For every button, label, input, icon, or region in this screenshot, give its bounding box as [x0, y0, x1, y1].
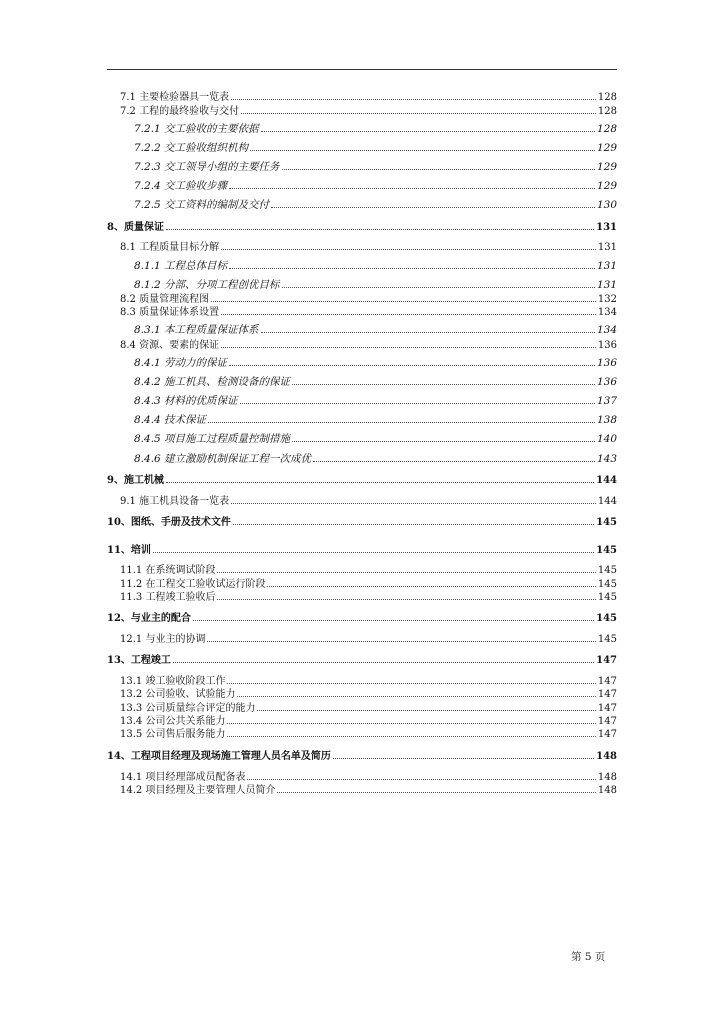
toc-page: 128: [596, 123, 617, 135]
toc-page: 128: [597, 92, 617, 103]
toc-entry[interactable]: [120, 240, 617, 254]
toc-page: 136: [597, 340, 617, 351]
toc-leader: [250, 141, 595, 151]
toc-leader: [237, 687, 595, 697]
toc-label: 12、与业主的配合: [107, 613, 191, 624]
toc-page: 138: [596, 414, 617, 426]
toc-entry-chapter[interactable]: [107, 543, 617, 557]
toc-page: 131: [596, 260, 617, 272]
toc-leader: [229, 259, 595, 269]
toc-label: 8.4.4 技术保证: [134, 414, 207, 426]
toc-page: 147: [596, 655, 617, 666]
toc-entry-chapter[interactable]: [107, 473, 617, 487]
toc-label: 8.1.2 分部、分项工程创优目标: [134, 279, 280, 291]
toc-leader: [211, 292, 596, 302]
toc-leader: [261, 122, 595, 132]
toc-leader: [257, 701, 595, 711]
toc-page: 148: [596, 751, 617, 762]
toc-leader: [247, 770, 595, 780]
toc-page: 145: [596, 517, 617, 528]
toc-entry[interactable]: [134, 452, 617, 466]
toc-entry[interactable]: [120, 783, 617, 797]
toc-label: 11.3 工程竣工验收后: [120, 592, 216, 603]
toc-page: 148: [597, 785, 617, 796]
toc-entry-chapter[interactable]: [107, 611, 617, 625]
toc-label: 9、施工机械: [107, 475, 164, 486]
toc-page: 144: [597, 496, 617, 507]
toc-page: 147: [597, 716, 617, 727]
toc-page: 137: [596, 395, 617, 407]
toc-leader: [231, 494, 596, 504]
toc-entry[interactable]: [134, 198, 617, 212]
toc-entry[interactable]: [120, 305, 617, 319]
toc-entry[interactable]: [134, 394, 617, 408]
toc-leader: [221, 338, 596, 348]
toc-label: 7.2.1 交工验收的主要依据: [134, 123, 259, 135]
toc-leader: [173, 653, 594, 663]
toc-leader: [261, 323, 595, 333]
toc-label: 13.1 竣工验收阶段工作: [120, 676, 226, 687]
page-number: 第 5 页: [571, 951, 606, 963]
toc-entry[interactable]: [134, 259, 617, 273]
toc-entry[interactable]: [120, 632, 617, 646]
toc-entry[interactable]: [120, 494, 617, 508]
toc-page: 132: [597, 294, 617, 305]
toc-page: 128: [597, 106, 617, 117]
toc-label: 13.4 公司公共关系能力: [120, 716, 226, 727]
toc-entry[interactable]: [134, 375, 617, 389]
toc-label: 8.1 工程质量目标分解: [120, 242, 220, 253]
toc-label: 8.4.6 建立激励机制保证工程一次成优: [134, 453, 312, 465]
toc-page: 143: [596, 453, 617, 465]
toc-leader: [267, 577, 595, 587]
toc-page: 136: [596, 357, 617, 369]
toc-leader: [227, 714, 595, 724]
toc-label: 8.4.3 材料的优质保证: [134, 395, 238, 407]
toc-page: 131: [596, 222, 617, 233]
toc-entry[interactable]: [120, 770, 617, 784]
toc-page: 147: [597, 703, 617, 714]
toc-entry[interactable]: [120, 714, 617, 728]
toc-label: 11、培训: [107, 545, 151, 556]
toc-page: 129: [596, 180, 617, 192]
toc-leader: [217, 563, 595, 573]
toc-leader: [313, 452, 595, 462]
toc-label: 14.2 项目经理及主要管理人员简介: [120, 785, 276, 796]
toc-page: 134: [597, 307, 617, 318]
toc-entry[interactable]: [134, 432, 617, 446]
toc-label: 7.2.4 交工验收步骤: [134, 180, 228, 192]
toc-leader: [233, 515, 594, 525]
toc-entry-chapter[interactable]: [107, 515, 617, 529]
toc-entry[interactable]: [120, 577, 617, 591]
toc-label: 8.4.5 项目施工过程质量控制措施: [134, 433, 291, 445]
toc-entry[interactable]: [120, 338, 617, 352]
toc-leader: [208, 413, 595, 423]
toc-label: 7.2.2 交工验收组织机构: [134, 142, 249, 154]
toc-label: 13、工程竣工: [107, 655, 171, 666]
toc-label: 8.3 质量保证体系设置: [120, 307, 220, 318]
toc-label: 8.3.1 本工程质量保证体系: [134, 324, 259, 336]
toc-label: 12.1 与业主的协调: [120, 634, 206, 645]
toc-entry[interactable]: [120, 90, 617, 104]
toc-page: 147: [597, 689, 617, 700]
toc-leader: [221, 305, 596, 315]
toc-leader: [207, 632, 595, 642]
toc-leader: [282, 278, 595, 288]
toc-entry[interactable]: [134, 323, 617, 337]
toc-leader: [217, 590, 595, 600]
toc-page: 144: [596, 475, 617, 486]
toc-label: 13.2 公司验收、试验能力: [120, 689, 236, 700]
toc-label: 8.4.1 劳动力的保证: [134, 357, 228, 369]
toc-label: 11.1 在系统调试阶段: [120, 565, 216, 576]
toc-entry[interactable]: [134, 122, 617, 136]
toc-entry[interactable]: [134, 356, 617, 370]
toc-page: 140: [596, 433, 617, 445]
toc-page: 130: [596, 199, 617, 211]
toc-label: 10、图纸、手册及技术文件: [107, 517, 231, 528]
toc-label: 8.1.1 工程总体目标: [134, 260, 228, 272]
toc-entry[interactable]: [134, 413, 617, 427]
toc-page: 148: [597, 772, 617, 783]
toc-leader: [240, 394, 595, 404]
toc-leader: [166, 220, 594, 230]
toc-entry[interactable]: [120, 727, 617, 741]
toc-entry-chapter[interactable]: [107, 220, 617, 234]
toc-label: 7.2.5 交工资料的编制及交付: [134, 199, 270, 211]
toc-entry[interactable]: [120, 563, 617, 577]
toc-leader: [292, 432, 595, 442]
toc-label: 13.5 公司售后服务能力: [120, 729, 226, 740]
toc-label: 9.1 施工机具设备一览表: [120, 496, 230, 507]
toc-page: 134: [596, 324, 617, 336]
toc-page: 145: [596, 545, 617, 556]
toc-page: 136: [596, 376, 617, 388]
toc-label: 14、工程项目经理及现场施工管理人员名单及简历: [107, 751, 331, 762]
toc-leader: [227, 674, 595, 684]
toc-label: 8、质量保证: [107, 222, 164, 233]
toc-leader: [229, 179, 595, 189]
toc-entry[interactable]: [120, 590, 617, 604]
toc-label: 8.4.2 施工机具、检测设备的保证: [134, 376, 291, 388]
toc-entry[interactable]: [134, 141, 617, 155]
toc-label: 7.1 主要检验器具一览表: [120, 92, 230, 103]
toc-label: 7.2.3 交工领导小组的主要任务: [134, 161, 280, 173]
toc-leader: [241, 104, 596, 114]
toc-leader: [221, 240, 596, 250]
toc-leader: [282, 160, 595, 170]
toc-label: 11.2 在工程交工验收试运行阶段: [120, 579, 266, 590]
toc-leader: [231, 90, 596, 100]
toc-leader: [333, 749, 594, 759]
toc-label: 8.2 质量管理流程图: [120, 294, 210, 305]
toc-page: 145: [597, 634, 617, 645]
toc-entry[interactable]: [134, 179, 617, 193]
toc-page: 145: [596, 613, 617, 624]
toc-leader: [153, 543, 594, 553]
toc-page: 129: [596, 161, 617, 173]
toc-entry[interactable]: [134, 278, 617, 292]
toc-leader: [166, 473, 594, 483]
toc-page: 131: [596, 279, 617, 291]
toc-page: 145: [597, 579, 617, 590]
toc-entry[interactable]: [120, 687, 617, 701]
toc-page: 145: [597, 592, 617, 603]
toc-leader: [277, 783, 595, 793]
toc-entry[interactable]: [120, 104, 617, 118]
toc-label: 7.2 工程的最终验收与交付: [120, 106, 240, 117]
toc-leader: [193, 611, 594, 621]
toc-entry-chapter[interactable]: [107, 653, 617, 667]
toc-page: 147: [597, 676, 617, 687]
toc-label: 8.4 资源、要素的保证: [120, 340, 220, 351]
toc-label: 13.3 公司质量综合评定的能力: [120, 703, 256, 714]
toc-leader: [229, 356, 595, 366]
toc-entry[interactable]: [120, 701, 617, 715]
toc-label: 14.1 项目经理部成员配备表: [120, 772, 246, 783]
toc-page: 131: [597, 242, 617, 253]
toc-leader: [292, 375, 595, 385]
toc-page: 129: [596, 142, 617, 154]
toc-entry[interactable]: [120, 674, 617, 688]
toc-entry[interactable]: [134, 160, 617, 174]
toc-leader: [227, 727, 595, 737]
toc-entry[interactable]: [120, 292, 617, 306]
toc-entry-chapter[interactable]: [107, 749, 617, 763]
toc-page: 145: [597, 565, 617, 576]
toc-leader: [271, 198, 595, 208]
toc-page: 147: [597, 729, 617, 740]
